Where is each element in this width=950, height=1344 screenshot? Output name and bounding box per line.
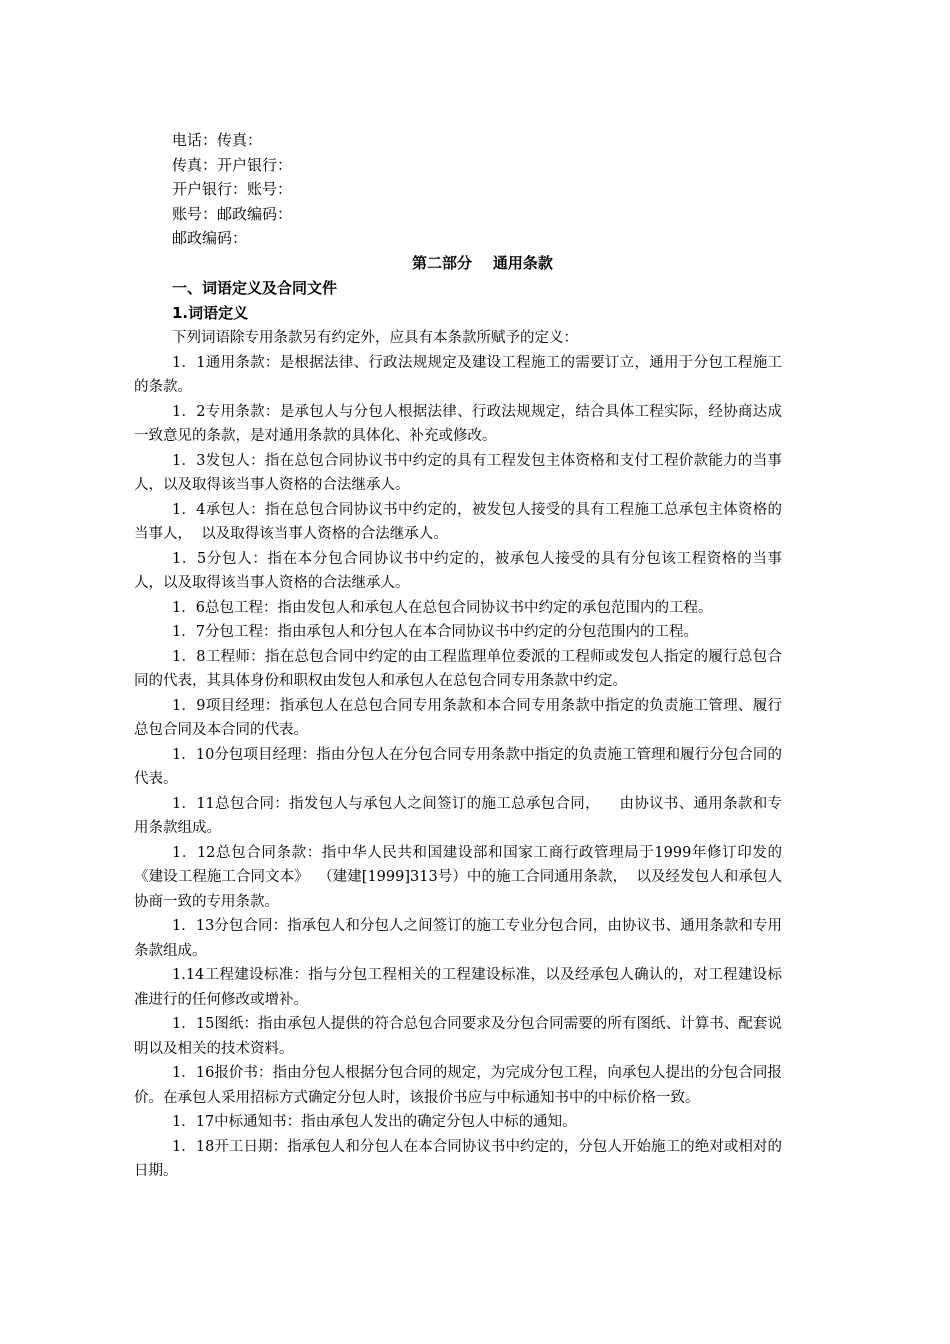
contact-line-postcode: 邮政编码：	[172, 229, 248, 247]
clause-1-5: 1．5分包人：指在本分包合同协议书中约定的，被承包人接受的具有分包该工程资格的当事人，以及取得该当事人资格的合法继承人。	[134, 550, 782, 591]
clause-1-16: 1．16报价书：指由分包人根据分包合同的规定，为完成分包工程，向承包人提出的分包合同报价。在承包人采用招标方式确定分包人时，该报价书应与中标通知书中的中标价格一致。	[134, 1065, 782, 1106]
contact-line-phone: 电话：传真：	[172, 131, 263, 149]
part-title: 第二部分 通用条款	[412, 253, 553, 272]
contact-line-fax: 传真：开户银行：	[172, 155, 293, 174]
section-title: 一、词语定义及合同文件	[172, 278, 338, 297]
subsection-title: 1.词语定义	[172, 303, 249, 322]
clause-1-12: 1．12总包合同条款：指中华人民共和国建设部和国家工商行政管理局于1999年修订印发的《建设工程施工合同文本》 （建建[1999]313号）中的施工合同通用条款， 以及经发包人和承包人协商一致的专用条款。	[134, 844, 782, 910]
intro-paragraph: 下列词语除专用条款另有约定外，应具有本条款所赋予的定义：	[172, 329, 578, 346]
contact-line-account: 账号：邮政编码：	[172, 204, 293, 223]
clause-1-10: 1．10分包项目经理：指由分包人在分包合同专用条款中指定的负责施工管理和履行分包合同的代表。	[134, 746, 782, 787]
clause-1-8: 1．8工程师：指在总包合同中约定的由工程监理单位委派的工程师或发包人指定的履行总包合同的代表，其具体身份和职权由发包人和承包人在总包合同专用条款中约定。	[134, 648, 782, 689]
clause-1-4: 1．4承包人：指在总包合同协议书中约定的，被发包人接受的具有工程施工总承包主体资格的当事人， 以及取得该当事人资格的合法继承人。	[134, 501, 782, 542]
clause-1-15: 1．15图纸：指由承包人提供的符合总包合同要求及分包合同需要的所有图纸、计算书、配套说明以及相关的技术资料。	[134, 1016, 782, 1057]
clause-1-9: 1．9项目经理：指承包人在总包合同专用条款和本合同专用条款中指定的负责施工管理、履行总包合同及本合同的代表。	[134, 697, 782, 738]
clause-1-7: 1．7分包工程：指由承包人和分包人在本合同协议书中约定的分包范围内的工程。	[172, 624, 698, 640]
clause-1-6: 1．6总包工程：指由发包人和承包人在总包合同协议书中约定的承包范围内的工程。	[172, 599, 713, 616]
clause-1-17: 1．17中标通知书：指由承包人发出的确定分包人中标的通知。	[172, 1114, 577, 1130]
clause-1-14: 1.14工程建设标准：指与分包工程相关的工程建设标准，以及经承包人确认的，对工程建设标准进行的任何修改或增补。	[134, 967, 782, 1008]
clause-list	[134, 351, 818, 1184]
contact-block	[172, 128, 818, 251]
clause-1-11: 1．11总包合同：指发包人与承包人之间签订的施工总承包合同， 由协议书、通用条款和专用条款组成。	[134, 795, 782, 836]
clause-1-2: 1．2专用条款：是承包人与分包人根据法律、行政法规规定，结合具体工程实际，经协商达成一致意见的条款，是对通用条款的具体化、补充或修改。	[134, 403, 782, 444]
clause-1-18: 1．18开工日期：指承包人和分包人在本合同协议书中约定的，分包人开始施工的绝对或相对的日期。	[134, 1138, 782, 1179]
clause-1-1: 1．1通用条款：是根据法律、行政法规规定及建设工程施工的需要订立，通用于分包工程施工的条款。	[134, 354, 782, 395]
clause-1-13: 1．13分包合同：指承包人和分包人之间签订的施工专业分包合同，由协议书、通用条款和专用条款组成。	[134, 918, 782, 959]
contact-line-bank: 开户银行：账号：	[172, 180, 293, 198]
clause-1-3: 1．3发包人：指在总包合同协议书中约定的具有工程发包主体资格和支付工程价款能力的当事人，以及取得该当事人资格的合法继承人。	[134, 452, 782, 493]
